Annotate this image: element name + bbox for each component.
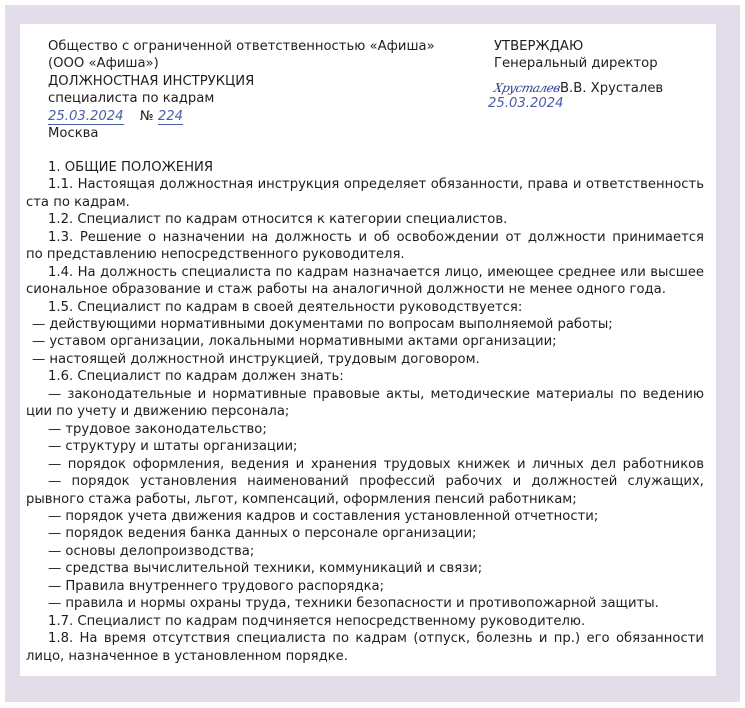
document-body (26, 159, 704, 665)
document-line: 1. ОБЩИЕ ПОЛОЖЕНИЯ (48, 160, 214, 175)
document-line: 1.6. Специалист по кадрам должен знать: (48, 369, 344, 385)
document-line: 1.2. Специалист по кадрам относится к категории специалистов. (48, 212, 508, 228)
document-line: — средства вычислительной техники, коммуникаций и связи; (48, 561, 483, 577)
approver-position: Генеральный директор (494, 56, 658, 72)
document-line: — правила и нормы охраны труда, техники безопасности и противопожарной защиты. (48, 596, 659, 612)
document-line: — уставом организации, локальными нормативными актами организации; (32, 334, 557, 350)
document-line: по представлению непосредственного руководителя. (26, 247, 405, 263)
document-line: — порядок ведения банка данных о персонале организации; (48, 526, 477, 542)
document-line: 1.8. На время отсутствия специалиста по кадрам (отпуск, болезнь и пр.) его обязанности (48, 631, 704, 647)
document-line: 1.3. Решение о назначении на должность и об освобождении от должности принимается (48, 229, 704, 245)
document-line: — законодательные и нормативные правовые акты, методические материалы по ведению (48, 386, 704, 402)
document-city: Москва (48, 126, 99, 142)
document-line: — порядок установления наименований профессий рабочих и должностей служащих, (48, 474, 704, 490)
document-line: — трудовое законодательство; (48, 421, 267, 437)
signature-row (488, 80, 664, 111)
document-line: 1.4. На должность специалиста по кадрам назначается лицо, имеющее среднее или высшее (48, 264, 704, 280)
document-line: — действующими нормативными документами по вопросам выполняемой работы; (32, 317, 613, 333)
organization-short-name: (ООО «Афиша») (48, 56, 159, 72)
handwritten-signature: Хрусталев (492, 80, 562, 95)
number-sign: № (139, 108, 154, 124)
document-line: ции по учету и движению персонала; (26, 404, 290, 420)
document-subject: специалиста по кадрам (48, 91, 215, 107)
approval-block (488, 38, 664, 111)
document-number: 224 (157, 108, 184, 124)
date-number-row (48, 108, 435, 125)
document-line: ста по кадрам. (26, 194, 130, 210)
document-date: 25.03.2024 (48, 108, 124, 124)
document-line: — структуру и штаты организации; (48, 439, 298, 455)
document-line: — настоящей должностной инструкцией, трудовым договором. (32, 351, 480, 367)
document-line: 1.7. Специалист по кадрам подчиняется непосредственному руководителю. (48, 613, 586, 629)
document-line: рывного стажа работы, льгот, компенсаций, оформления пенсий работникам; (26, 491, 577, 507)
approval-title: УТВЕРЖДАЮ (494, 39, 584, 54)
document-type: ДОЛЖНОСТНАЯ ИНСТРУКЦИЯ (48, 73, 255, 89)
document-line: сиональное образование и стаж работы на аналогичной должности не менее одного года. (26, 282, 666, 298)
organization-full-name: Общество с ограниченной ответственностью «Афиша» (48, 39, 435, 54)
document-page (20, 24, 716, 676)
document-line: — порядок учета движения кадров и составления установленной отчетности; (48, 508, 599, 524)
approval-date: 25.03.2024 (488, 95, 564, 111)
document-line: 1.1. Настоящая должностная инструкция определяет обязанности, права и ответственность (48, 177, 704, 193)
document-line: — основы делопроизводства; (48, 543, 255, 559)
document-line: лицо, назначенное в установленном порядке. (26, 648, 348, 664)
document-line: — Правила внутреннего трудового распорядка; (48, 578, 385, 594)
document-line: 1.5. Специалист по кадрам в своей деятельности руководствуется: (48, 299, 523, 315)
document-header (48, 38, 435, 142)
document-line: — порядок оформления, ведения и хранения трудовых книжек и личных дел работников (48, 456, 704, 472)
signer-name: В.В. Хрусталев (560, 80, 664, 96)
